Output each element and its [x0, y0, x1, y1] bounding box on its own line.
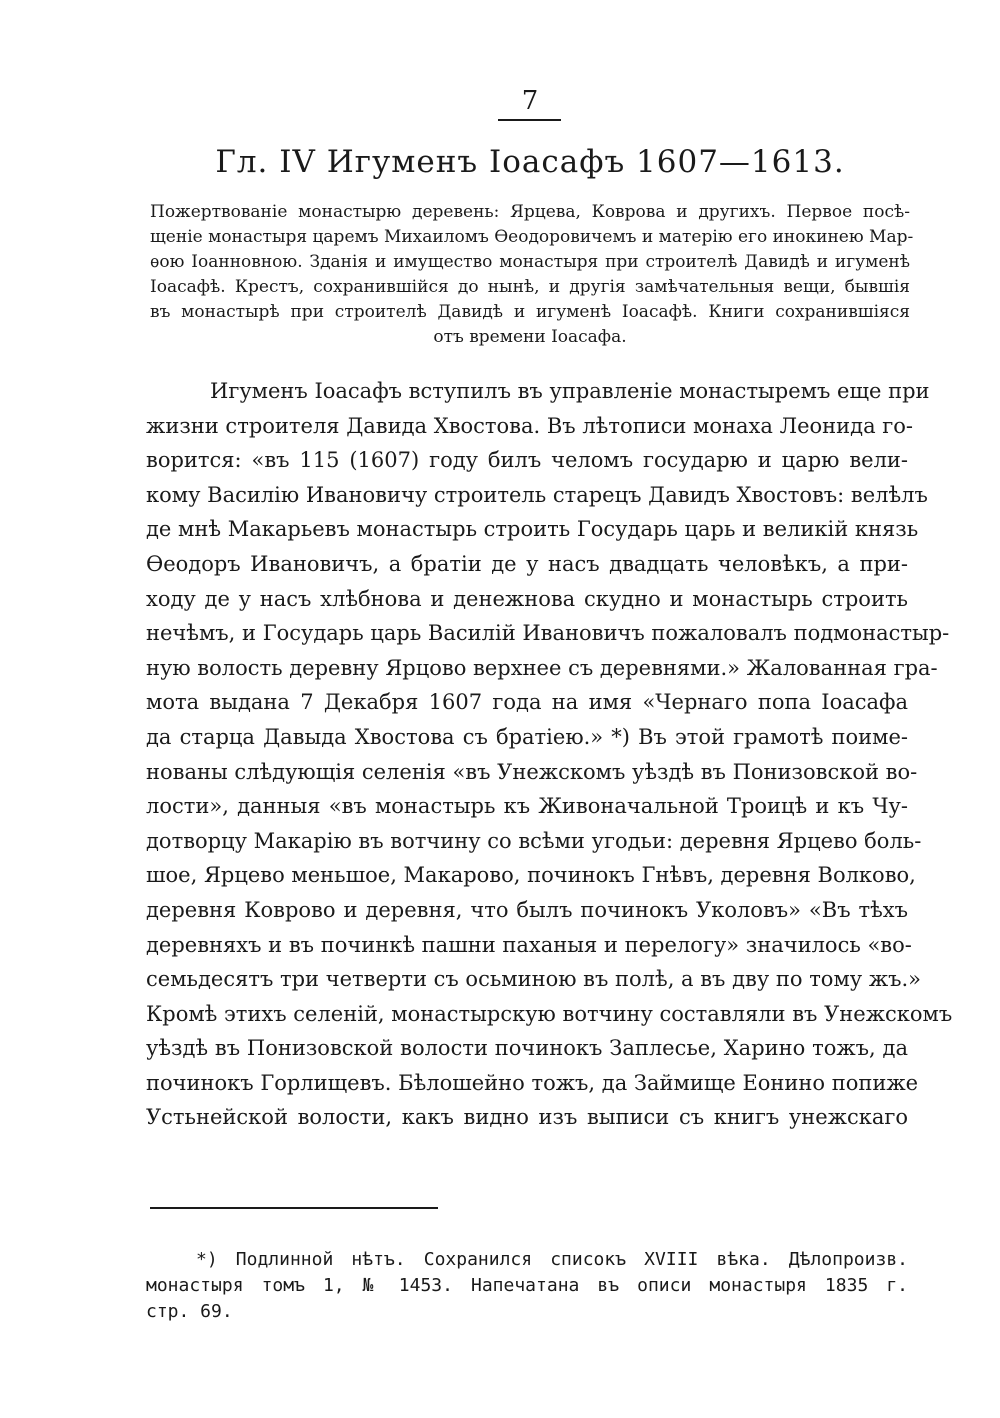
body-line: деревняхъ и въ починкѣ пашни паханыя и перелогу» значилось «во-	[146, 932, 912, 957]
summary-line: ѳою Іоанновною. Зданія и имущество монастыря при строителѣ Давидѣ и игуменѣ	[150, 252, 910, 272]
summary-line: отъ времени Іоасафа.	[433, 327, 627, 347]
body-line: уѣздѣ въ Понизовской волости починокъ Заплесье, Харино тожъ, да	[146, 1036, 908, 1061]
footnote-rule	[150, 1207, 438, 1209]
body-line: лости», данныя «въ монастырь къ Живоначальной Троицѣ и къ Чу-	[146, 794, 908, 819]
body-line: починокъ Горлищевъ. Бѣлошейно тожъ, да Займище Еонино попиже	[146, 1070, 919, 1095]
chapter-summary	[150, 200, 914, 350]
summary-line: въ монастырѣ при строителѣ Давидѣ и игуменѣ Іоасафѣ. Книги сохранившіяся	[150, 302, 910, 322]
summary-line: щеніе монастыря царемъ Михаиломъ Ѳеодоровичемъ и матерію его инокинею Мар-	[150, 227, 914, 247]
body-line: деревня Коврово и деревня, что былъ починокъ Уколовъ» «Въ тѣхъ	[146, 897, 908, 922]
body-line: мота выдана 7 Декабря 1607 года на имя «Чернаго попа Іоасафа	[146, 690, 908, 715]
body-line: ходу де у насъ хлѣбнова и денежнова скудно и монастырь строить	[146, 586, 908, 611]
body-line: Устьнейской волости, какъ видно изъ выписи съ книгъ унежскаго	[146, 1105, 908, 1130]
page-number-rule	[498, 119, 561, 121]
body-text	[146, 374, 953, 1135]
page-number: 7	[521, 86, 539, 116]
footnote-line: стр. 69.	[146, 1301, 233, 1322]
chapter-title: Гл. IV Игуменъ Іоасафъ 1607—1613.	[215, 144, 845, 180]
body-line: да старца Давыда Хвостова съ братіею.» *) Въ этой грамотѣ поимe-	[146, 724, 908, 749]
body-line: Игуменъ Іоасафъ вступилъ въ управленіе монастыремъ еще при	[210, 379, 930, 403]
footnote-line: монастыря томъ 1, № 1453. Напечатана въ описи монастыря 1835 г.	[146, 1275, 908, 1296]
body-line: ворится: «въ 115 (1607) году билъ челомъ государю и царю вели-	[146, 448, 908, 473]
summary-line: Пожертвованіе монастырю деревень: Ярцева, Коврова и другихъ. Первое посѣ-	[150, 202, 910, 222]
body-line: кому Василію Ивановичу строитель старецъ Давидъ Хвостовъ: велѣлъ	[146, 482, 928, 507]
footnote-line: *) Подлинной нѣтъ. Сохранился списокъ XVIII вѣка. Дѣлопроизв.	[196, 1249, 908, 1270]
body-line: семьдесятъ три четверти съ осьминою въ полѣ, а въ дву по тому жъ.»	[146, 967, 922, 992]
body-line: нечѣмъ, и Государь царь Василій Ивановичъ пожаловалъ подмонастыр-	[146, 621, 950, 646]
body-line: жизни строителя Давида Хвостова. Въ лѣтописи монаха Леонида го-	[146, 413, 914, 438]
body-line: Ѳеодоръ Ивановичъ, а братіи де у насъ двадцать человѣкъ, а при-	[146, 551, 908, 576]
footnote	[146, 1247, 908, 1325]
body-line: ную волость деревну Ярцово верхнее съ деревнями.» Жалованная гра-	[146, 655, 938, 680]
body-line: дотворцу Макарію въ вотчину со всѣми угодьи: деревня Ярцево боль-	[146, 828, 922, 853]
body-line: нованы слѣдующія селенія «въ Унежскомъ уѣздѣ въ Понизовской во-	[146, 759, 918, 784]
summary-line: Іоасафѣ. Крестъ, сохранившійся до нынѣ, и другія замѣчательныя вещи, бывшія	[150, 277, 910, 297]
body-line: шое, Ярцево меньшое, Макарово, починокъ Гнѣвъ, деревня Волково,	[146, 863, 916, 888]
body-line: Кромѣ этихъ селеній, монастырскую вотчину составляли въ Унежскомъ	[146, 1001, 953, 1026]
body-line: де мнѣ Макарьевъ монастырь строить Государь царь и великій князь	[146, 517, 919, 542]
